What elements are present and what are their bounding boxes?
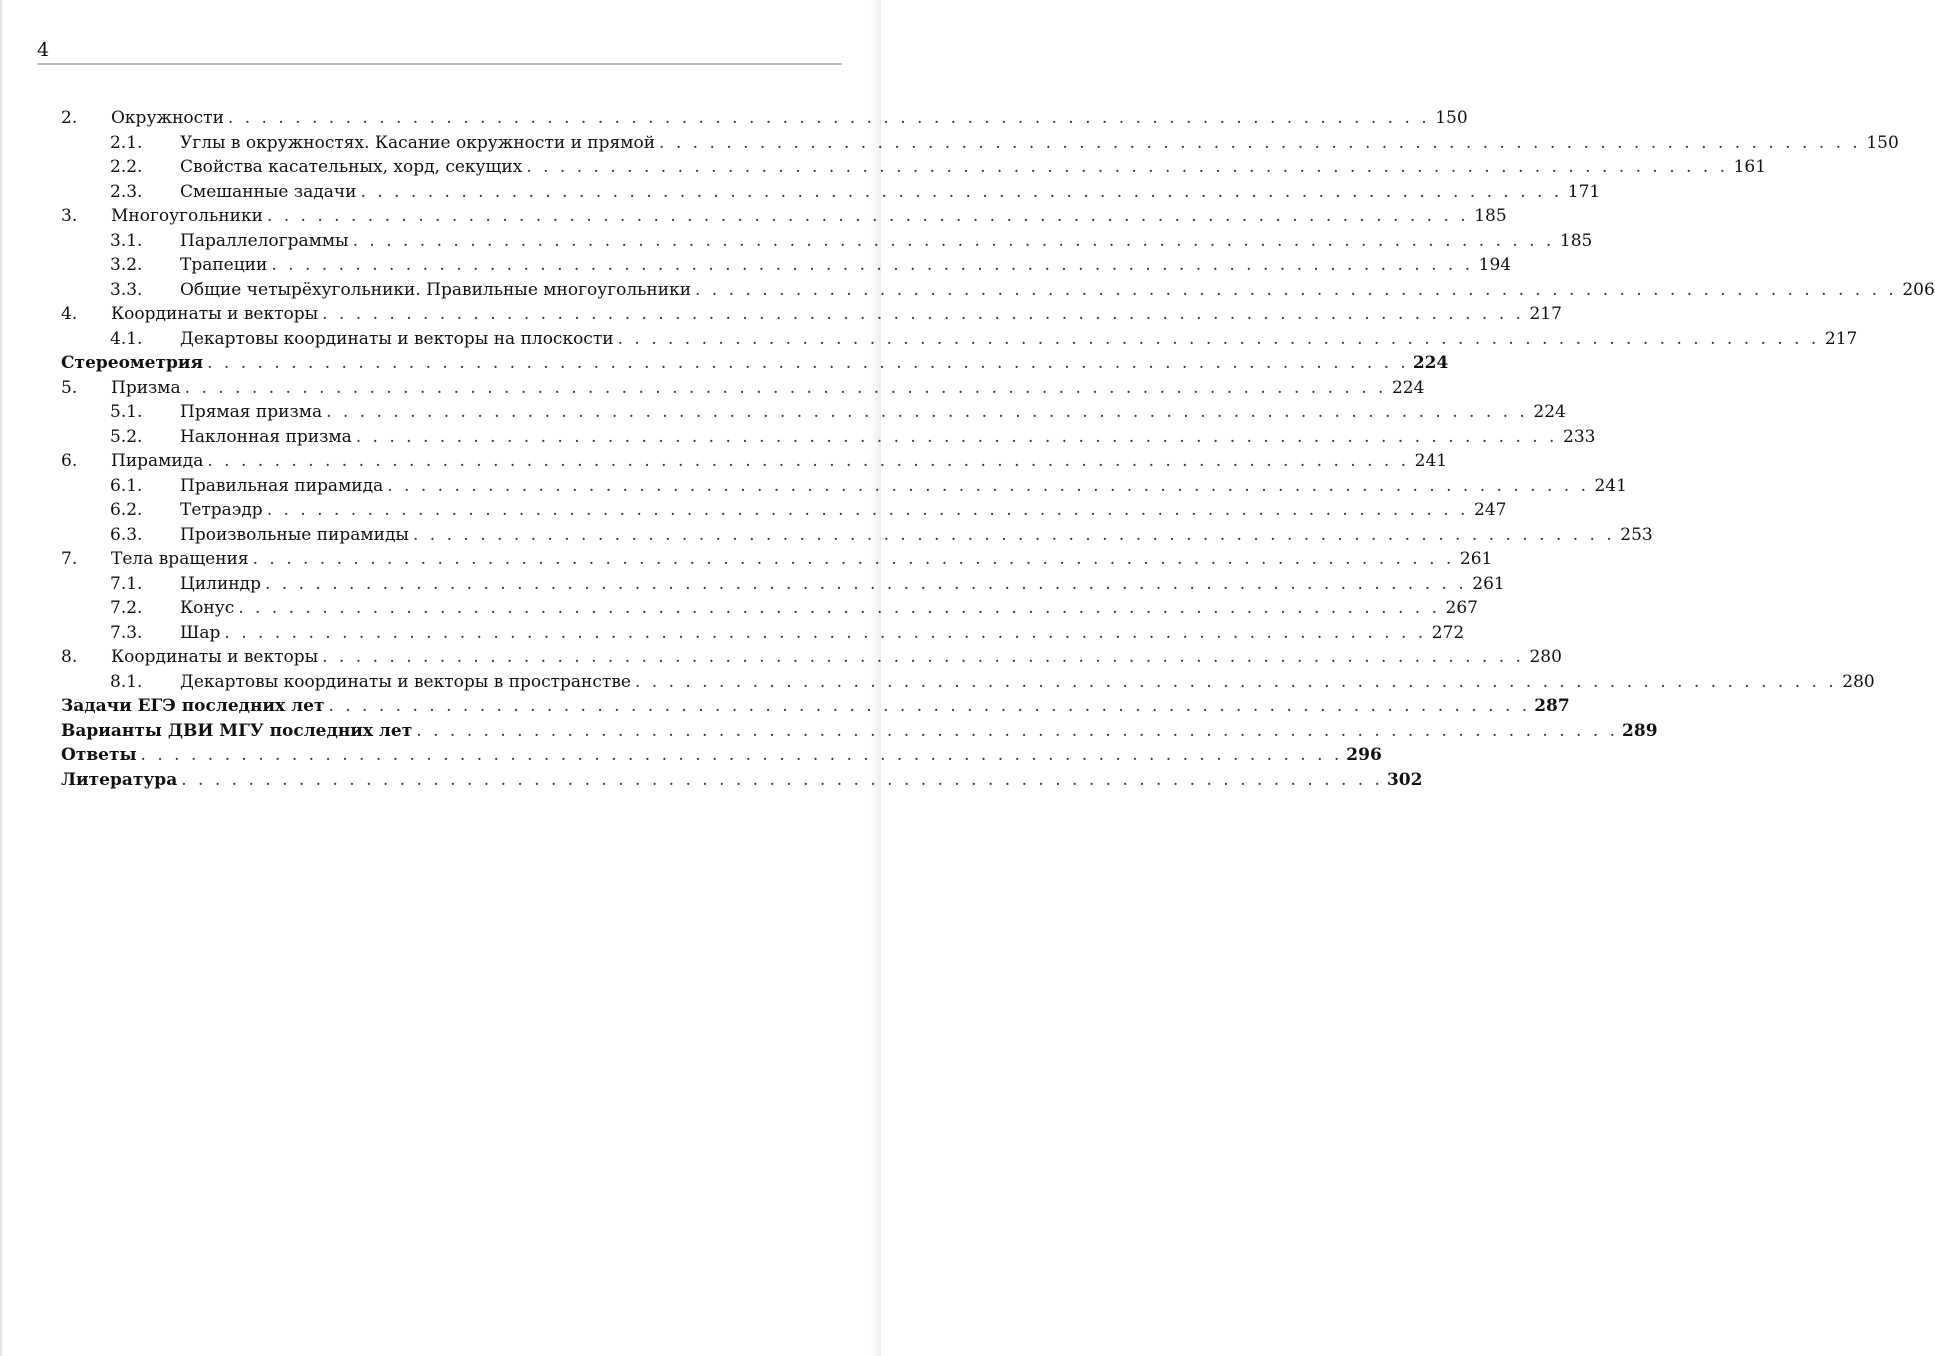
toc-entry-title: Многоугольники: [111, 206, 263, 226]
toc-dot-leader: . . . . . . . . . . . . . . . . . . . . . . . . . . . . . . . . . . . . . . . . . . . . . . . . . . . . . . . . . . . . . . . . . . . . . . . .: [252, 549, 1455, 569]
toc-entry-number: 8.: [61, 647, 78, 667]
toc-dot-leader: . . . . . . . . . . . . . . . . . . . . . . . . . . . . . . . . . . . . . . . . . . . . . . . . . . . . . . . . . . . . . . . . . . . . . . . .: [526, 157, 1729, 177]
toc-chapter-entry[interactable]: [61, 547, 1493, 572]
toc-entry-title: Цилиндр: [180, 573, 261, 594]
toc-entry-number: 3.3.: [110, 279, 143, 300]
toc-entry-number: 7.3.: [110, 622, 143, 643]
toc-entry-title: Наклонная призма: [180, 426, 352, 447]
toc-section-entry[interactable]: [61, 327, 1858, 352]
page-edge-left: [0, 0, 2, 1356]
toc-section-entry[interactable]: [61, 180, 1601, 205]
toc-entry-title: Общие четырёхугольники. Правильные многоугольники: [180, 279, 692, 300]
toc-dot-leader: . . . . . . . . . . . . . . . . . . . . . . . . . . . . . . . . . . . . . . . . . . . . . . . . . . . . . . . . . . . . . . . . . . . . . . . .: [659, 132, 1861, 153]
toc-entry-number: 5.2.: [110, 426, 143, 447]
toc-entry-title: Декартовы координаты и векторы на плоскости: [180, 328, 614, 349]
toc-entry-page: 185: [1474, 206, 1507, 226]
toc-entry-title: Ответы: [61, 745, 137, 765]
toc-entry-title: Задачи ЕГЭ последних лет: [61, 696, 325, 716]
toc-part-entry[interactable]: [61, 768, 1423, 793]
toc-dot-leader: . . . . . . . . . . . . . . . . . . . . . . . . . . . . . . . . . . . . . . . . . . . . . . . . . . . . . . . . . . . . . . . . . . . . . . . .: [416, 720, 1619, 741]
toc-entry-page: 241: [1594, 475, 1627, 496]
toc-entry-number: 4.: [61, 304, 78, 324]
toc-section-entry[interactable]: [61, 155, 1767, 180]
toc-entry-number: 2.3.: [110, 181, 143, 202]
toc-dot-leader: . . . . . . . . . . . . . . . . . . . . . . . . . . . . . . . . . . . . . . . . . . . . . . . . . . . . . . . . . . . . . . . . . . . . . . . .: [140, 745, 1343, 765]
toc-section-entry[interactable]: [61, 131, 1899, 156]
toc-entry-page: 150: [1866, 132, 1899, 153]
toc-entry-title: Смешанные задачи: [180, 181, 357, 202]
toc-chapter-entry[interactable]: [61, 449, 1448, 474]
toc-entry-number: 3.2.: [110, 255, 143, 275]
toc-dot-leader: . . . . . . . . . . . . . . . . . . . . . . . . . . . . . . . . . . . . . . . . . . . . . . . . . . . . . . . . . . . . . . . . . . . . . . . .: [322, 647, 1524, 667]
toc-entry-number: 3.: [61, 206, 78, 226]
toc-entry-number: 2.2.: [110, 157, 143, 177]
toc-entry-page: 150: [1435, 108, 1468, 128]
toc-chapter-entry[interactable]: [61, 204, 1507, 229]
toc-entry-title: Углы в окружностях. Касание окружности и прямой: [180, 132, 656, 153]
toc-section-entry[interactable]: [61, 253, 1512, 278]
toc-entry-page: 280: [1529, 647, 1562, 667]
toc-entry-number: 7.1.: [110, 573, 143, 594]
toc-entry-page: 272: [1431, 622, 1465, 643]
toc-entry-page: 185: [1559, 230, 1593, 251]
toc-entry-page: 206: [1902, 279, 1935, 300]
toc-entry-title: Стереометрия: [61, 353, 204, 373]
toc-dot-leader: . . . . . . . . . . . . . . . . . . . . . . . . . . . . . . . . . . . . . . . . . . . . . . . . . . . . . . . . . . . . . . . . . . . . . . . .: [238, 598, 1440, 618]
toc-dot-leader: . . . . . . . . . . . . . . . . . . . . . . . . . . . . . . . . . . . . . . . . . . . . . . . . . . . . . . . . . . . . . . . . . . . . . . . .: [355, 426, 1558, 447]
toc-dot-leader: . . . . . . . . . . . . . . . . . . . . . . . . . . . . . . . . . . . . . . . . . . . . . . . . . . . . . . . . . . . . . . . . . . . . . . . .: [266, 206, 1469, 226]
header-rule: [37, 63, 842, 65]
toc-entry-title: Пирамида: [111, 451, 204, 471]
toc-part-entry[interactable]: [61, 743, 1382, 768]
toc-section-entry[interactable]: [61, 523, 1653, 548]
toc-dot-leader: . . . . . . . . . . . . . . . . . . . . . . . . . . . . . . . . . . . . . . . . . . . . . . . . . . . . . . . . . . . . . . . . . . . . . . . .: [352, 230, 1555, 251]
toc-dot-leader: . . . . . . . . . . . . . . . . . . . . . . . . . . . . . . . . . . . . . . . . . . . . . . . . . . . . . . . . . . . . . . . . . . . . . . . .: [266, 500, 1469, 520]
toc-section-entry[interactable]: [61, 596, 1478, 621]
toc-entry-page: 171: [1567, 181, 1601, 202]
page-number: 4: [37, 39, 50, 61]
toc-dot-leader: . . . . . . . . . . . . . . . . . . . . . . . . . . . . . . . . . . . . . . . . . . . . . . . . . . . . . . . . . . . . . . . . . . . . . . . .: [227, 108, 1430, 128]
toc-section-entry[interactable]: [61, 621, 1465, 646]
table-of-contents: [61, 106, 1935, 792]
toc-entry-page: 224: [1533, 402, 1566, 422]
toc-dot-leader: . . . . . . . . . . . . . . . . . . . . . . . . . . . . . . . . . . . . . . . . . . . . . . . . . . . . . . . . . . . . . . . . . . . . . . . .: [184, 377, 1387, 398]
toc-entry-page: 217: [1529, 304, 1562, 324]
toc-entry-title: Тела вращения: [111, 549, 249, 569]
toc-entry-page: 247: [1474, 500, 1507, 520]
toc-entry-number: 7.2.: [110, 598, 143, 618]
toc-entry-page: 217: [1824, 328, 1858, 349]
toc-chapter-entry[interactable]: [61, 645, 1562, 670]
toc-part-entry[interactable]: [61, 351, 1449, 376]
toc-dot-leader: . . . . . . . . . . . . . . . . . . . . . . . . . . . . . . . . . . . . . . . . . . . . . . . . . . . . . . . . . . . . . . . . . . . . . . . .: [224, 622, 1427, 643]
toc-entry-number: 8.1.: [110, 671, 143, 692]
toc-entry-number: 6.3.: [110, 524, 143, 545]
toc-entry-title: Варианты ДВИ МГУ последних лет: [61, 720, 413, 741]
toc-entry-page: 161: [1733, 157, 1767, 177]
toc-entry-page: 267: [1445, 598, 1478, 618]
toc-entry-number: 6.1.: [110, 475, 143, 496]
toc-entry-number: 5.1.: [110, 402, 143, 422]
toc-entry-page: 224: [1391, 377, 1425, 398]
toc-entry-number: 7.: [61, 549, 78, 569]
toc-chapter-entry[interactable]: [61, 106, 1468, 131]
toc-entry-number: 2.: [61, 108, 78, 128]
toc-section-entry[interactable]: [61, 474, 1627, 499]
toc-entry-title: Координаты и векторы: [111, 647, 319, 667]
toc-entry-title: Декартовы координаты и векторы в пространстве: [180, 671, 631, 692]
toc-entry-page: 253: [1620, 524, 1653, 545]
toc-dot-leader: . . . . . . . . . . . . . . . . . . . . . . . . . . . . . . . . . . . . . . . . . . . . . . . . . . . . . . . . . . . . . . . . . . . . . . . .: [695, 279, 1897, 300]
toc-entry-page: 224: [1412, 353, 1449, 373]
toc-dot-leader: . . . . . . . . . . . . . . . . . . . . . . . . . . . . . . . . . . . . . . . . . . . . . . . . . . . . . . . . . . . . . . . . . . . . . . . .: [617, 328, 1820, 349]
toc-section-entry[interactable]: [61, 425, 1596, 450]
toc-entry-number: 2.1.: [110, 132, 143, 153]
toc-entry-title: Тетраэдр: [180, 500, 263, 520]
toc-entry-page: 302: [1386, 769, 1423, 790]
toc-entry-title: Параллелограммы: [180, 230, 349, 251]
toc-entry-title: Призма: [111, 377, 181, 398]
toc-dot-leader: . . . . . . . . . . . . . . . . . . . . . . . . . . . . . . . . . . . . . . . . . . . . . . . . . . . . . . . . . . . . . . . . . . . . . . . .: [360, 181, 1563, 202]
toc-section-entry[interactable]: [61, 278, 1935, 303]
toc-dot-leader: . . . . . . . . . . . . . . . . . . . . . . . . . . . . . . . . . . . . . . . . . . . . . . . . . . . . . . . . . . . . . . . . . . . . . . . .: [634, 671, 1837, 692]
toc-entry-page: 280: [1842, 671, 1875, 692]
toc-dot-leader: . . . . . . . . . . . . . . . . . . . . . . . . . . . . . . . . . . . . . . . . . . . . . . . . . . . . . . . . . . . . . . . . . . . . . . . .: [207, 353, 1409, 373]
toc-dot-leader: . . . . . . . . . . . . . . . . . . . . . . . . . . . . . . . . . . . . . . . . . . . . . . . . . . . . . . . . . . . . . . . . . . . . . . . .: [326, 402, 1528, 422]
toc-dot-leader: . . . . . . . . . . . . . . . . . . . . . . . . . . . . . . . . . . . . . . . . . . . . . . . . . . . . . . . . . . . . . . . . . . . . . . . .: [264, 573, 1467, 594]
toc-dot-leader: . . . . . . . . . . . . . . . . . . . . . . . . . . . . . . . . . . . . . . . . . . . . . . . . . . . . . . . . . . . . . . . . . . . . . . . .: [322, 304, 1524, 324]
toc-dot-leader: . . . . . . . . . . . . . . . . . . . . . . . . . . . . . . . . . . . . . . . . . . . . . . . . . . . . . . . . . . . . . . . . . . . . . . . .: [328, 696, 1531, 716]
toc-entry-page: 233: [1563, 426, 1596, 447]
toc-dot-leader: . . . . . . . . . . . . . . . . . . . . . . . . . . . . . . . . . . . . . . . . . . . . . . . . . . . . . . . . . . . . . . . . . . . . . . . .: [271, 255, 1474, 275]
toc-chapter-entry[interactable]: [61, 376, 1425, 401]
toc-entry-number: 6.2.: [110, 500, 143, 520]
toc-entry-page: 287: [1534, 696, 1570, 716]
toc-section-entry[interactable]: [61, 572, 1505, 597]
toc-entry-number: 5.: [61, 377, 78, 398]
toc-entry-page: 261: [1459, 549, 1493, 569]
toc-entry-title: Свойства касательных, хорд, секущих: [180, 157, 523, 177]
toc-section-entry[interactable]: [61, 670, 1875, 695]
toc-entry-number: 6.: [61, 451, 78, 471]
toc-chapter-entry[interactable]: [61, 302, 1562, 327]
toc-section-entry[interactable]: [61, 498, 1507, 523]
toc-dot-leader: . . . . . . . . . . . . . . . . . . . . . . . . . . . . . . . . . . . . . . . . . . . . . . . . . . . . . . . . . . . . . . . . . . . . . . . .: [387, 475, 1589, 496]
toc-entry-title: Трапеции: [180, 255, 268, 275]
toc-entry-title: Конус: [180, 598, 235, 618]
toc-entry-title: Координаты и векторы: [111, 304, 319, 324]
toc-entry-title: Шар: [180, 622, 221, 643]
toc-entry-page: 261: [1472, 573, 1505, 594]
toc-entry-page: 241: [1414, 451, 1448, 471]
toc-entry-number: 3.1.: [110, 230, 143, 251]
toc-entry-title: Правильная пирамида: [180, 475, 384, 496]
toc-entry-page: 289: [1622, 720, 1658, 741]
toc-entry-number: 4.1.: [110, 328, 143, 349]
toc-entry-page: 296: [1346, 745, 1382, 765]
toc-entry-page: 194: [1478, 255, 1512, 275]
toc-part-entry[interactable]: [61, 719, 1658, 744]
toc-dot-leader: . . . . . . . . . . . . . . . . . . . . . . . . . . . . . . . . . . . . . . . . . . . . . . . . . . . . . . . . . . . . . . . . . . . . . . . .: [412, 524, 1615, 545]
toc-entry-title: Прямая призма: [180, 402, 323, 422]
toc-entry-title: Окружности: [111, 108, 224, 128]
toc-section-entry[interactable]: [61, 400, 1566, 425]
toc-part-entry[interactable]: [61, 694, 1570, 719]
toc-dot-leader: . . . . . . . . . . . . . . . . . . . . . . . . . . . . . . . . . . . . . . . . . . . . . . . . . . . . . . . . . . . . . . . . . . . . . . . .: [207, 451, 1410, 471]
toc-entry-title: Произвольные пирамиды: [180, 524, 409, 545]
toc-dot-leader: . . . . . . . . . . . . . . . . . . . . . . . . . . . . . . . . . . . . . . . . . . . . . . . . . . . . . . . . . . . . . . . . . . . . . . . .: [181, 769, 1383, 790]
toc-entry-title: Литература: [61, 769, 178, 790]
toc-section-entry[interactable]: [61, 229, 1593, 254]
